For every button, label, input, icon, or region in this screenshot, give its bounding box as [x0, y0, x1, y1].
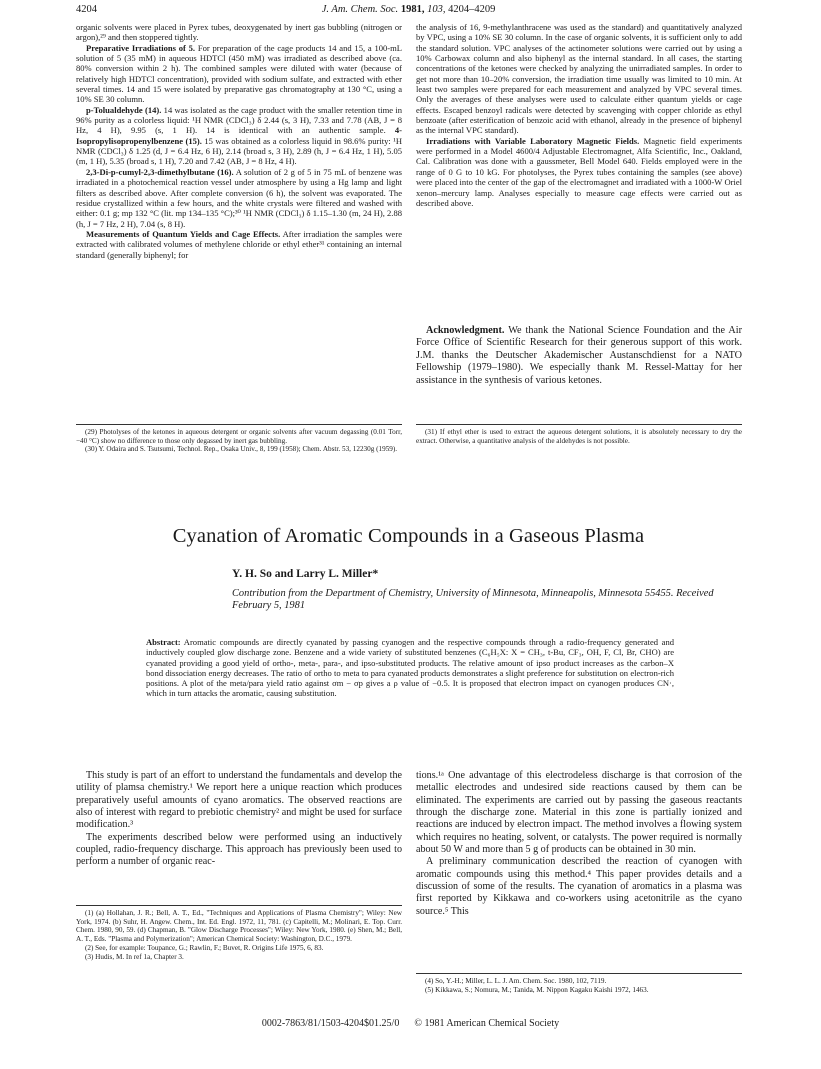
footnote: (29) Photolyses of the ketones in aqueous detergent or organic solvents after vacuum degassing (0.01 Torr, −40 °C) show no difference to those only degassed by inert gas bubbling. — [76, 428, 402, 445]
journal-citation — [76, 4, 741, 15]
abstract-text: Aromatic compounds are directly cyanated by passing cyanogen and the respective compounds through a radio-frequency generated and inductively coupled glow discharge zone. Benzene and a wide variety of substituted benzenes (C₆H₅X: X = CH₃, t-Bu, CF₃, OH, F, Cl, Br, CHO) are cyanated providing a good yield of ortho-, meta-, para-, and ipso-substituted products. The relative amount of ipso product increases as the carbon–X bond dissociation energy decreases. The ratio of ortho to meta to para cyanated products demonstrates a slight preference for substitution on electron-rich positions. A plot of the meta/para yield ratio against σm − σp gives a ρ value of −0.5. It is proposed that electron impact on cyanogen produces CN·, which in turn attacks the aromatic, causing substitution. — [146, 637, 675, 699]
prev-left-paragraph: organic solvents were placed in Pyrex tubes, deoxygenated by inert gas bubbling (nitrogen or argon),²⁹ and then stoppered tightly. — [76, 22, 402, 43]
journal-pages: 4204–4209 — [448, 4, 496, 15]
footnote: (2) See, for example: Toupance, G.; Rawlin, F.; Buvet, R. Origins Life 1975, 6, 83. — [85, 943, 324, 952]
footnote: (31) If ethyl ether is used to extract the aqueous detergent solutions, it is absolutely necessary to dry the extract. Otherwise, a quantitative analysis of the aldehydes is not possible. — [416, 428, 742, 445]
prev-right-paragraph: Irradiations with Variable Laboratory Magnetic Fields. Magnetic field experiments were performed in a Model 4600/4 Adjustable Electromagnet, Alfa Scientific, Inc., Oakland, Cal. Calibration was done with a gaussmeter, Bell Model 640. Fields employed were in the range of 0 G to 10 kG. For photolyses, the Pyrex tubes containing the samples (see above) were placed into the center of the gap of the electromagnet and irradiated with a 1000-W Oriel xenon–mercury lamp. Analyses especially to measure cage effects were carried out as described above. — [416, 135, 743, 208]
footnote-rule — [76, 424, 402, 425]
acknowledgment-heading: Acknowledgment. — [426, 325, 505, 336]
footnote-rule — [416, 973, 742, 974]
body-paragraph: This study is part of an effort to understand the fundamentals and develop the utility of plamsa chemistry.¹ We report here a unique reaction which produces preparatively useful amounts of cyano aromatics. The observed reactions are also of interest with regard to prebiotic chemistry² and might be used for surface modification.³ — [76, 770, 402, 831]
journal-year: 1981, — [400, 4, 425, 15]
article-footnotes-right — [416, 977, 742, 994]
page-number: 4204 — [76, 4, 97, 15]
footnote-rule — [416, 424, 742, 425]
prev-left-paragraph: Preparative Irradiations of 5. For preparation of the cage products 14 and 15, a 100-mL solution of 5 (35 mM) in aqueous HDTCl (450 mM) was irradiated as described above (ca. 80% conversion within 2 h). The combined samples were diluted with water (because of relatively high HDTCl concentration), provided with sodium sulfate, and extracted with ether several times. 14 and 15 were isolated by preparative gas chromatography at 130 °C, using a 10% SE 30 column. — [76, 42, 402, 105]
prev-article-left-column — [76, 22, 402, 260]
article-right-column — [416, 770, 742, 918]
prev-footnotes-right — [416, 428, 742, 445]
body-paragraph: A preliminary communication described the reaction of cyanogen with aromatic compounds using this method.⁴ This paper provides details and a discussion of some of the results. The cyanation of aromatics in a plasma was first reported by Kikkawa and co-workers using acetonitrile as the cyano source.⁵ This — [416, 856, 742, 917]
prev-right-paragraph: the analysis of 16, 9-methylanthracene was used as the standard) and quantitatively analyzed by VPC, using a 10% SE 30 column. In the case of organic solvents, it is sufficient only to add the standard solution. VPC analyses of the actinometer solutions were carried out by using a 10% Carbowax column and also biphenyl as the internal standard. In all cases, the starting concentrations of the ketones were checked by analyzing the unirradiated samples. In order to get not more than 10–20% conversion, the irradiation time usually was limited to 10 min. At least two samples were prepared for each measurement and analyzed by VPC several times. Only the averages of these analyses were used to calculate either quantum yields or cage effects. Escaped benzoyl radicals were detected by scavenging with copper chloride as ethyl benzoate (after esterification of benzoic acid with ethanol, already in the presence of biphenyl as the internal VPC standard). — [416, 22, 742, 136]
article-authors: Y. H. So and Larry L. Miller* — [232, 568, 379, 580]
footnote: (30) Y. Odaira and S. Tsutsumi, Technol. Rep., Osaka Univ., 8, 199 (1958); Chem. Abstr. 53, 12230g (1959). — [85, 445, 398, 454]
article-code: 0002-7863/81/1503-4204$01.25/0 — [261, 1018, 400, 1029]
prev-left-paragraph: 2,3-Di-p-cumyl-2,3-dimethylbutane (16). A solution of 2 g of 5 in 75 mL of benzene was irradiated in a photochemical reaction vessel under atmosphere by using a Hg lamp and light filters as described above. After complete conversion (6 h), the solvent was evaporated. The residue crystallized within a few hours, and the white crystals were filtered and washed with either: 0.1 g; mp 132 °C (lit. mp 134–135 °C);³⁰ ¹H NMR (CDCl₃) δ 1.15–1.30 (m, 24 H), 2.88 (h, J = 7 Hz, 2 H), 7.04 (s, 8 H). — [76, 166, 403, 229]
page-footer — [0, 1018, 821, 1029]
article-left-column — [76, 770, 402, 869]
footnote-rule — [76, 905, 402, 906]
article-footnotes-left — [76, 909, 402, 961]
prev-footnotes-left — [76, 428, 402, 454]
abstract — [146, 637, 674, 699]
journal-name: J. Am. Chem. Soc. — [321, 4, 399, 15]
article-title: Cyanation of Aromatic Compounds in a Gaseous Plasma — [172, 525, 645, 547]
footnote: (5) Kikkawa, S.; Nomura, M.; Tanida, M. Nippon Kagaku Kaishi 1972, 1463. — [425, 985, 649, 994]
body-paragraph: The experiments described below were performed using an inductively coupled, radio-frequency discharge. This approach has previously been used to perform a number of organic reac- — [76, 831, 402, 868]
footnote: (4) So, Y.-H.; Miller, L. L. J. Am. Chem. Soc. 1980, 102, 7119. — [425, 977, 607, 985]
prev-left-paragraph: p-Tolualdehyde (14). 14 was isolated as the cage product with the smaller retention time in 96% purity as a colorless liquid: ¹H NMR (CDCl₃) δ 2.44 (s, 3 H), 7.33 and 7.78 (AB, J = 8 Hz, 4 H), 9.95 (s, 1 H). 14 is identical with an authentic sample. 4-Isopropylisopropenylbenzene (15). 15 was obtained as a colorless liquid in 98.6% purity: ¹H NMR (CDCl₃) δ 1.25 (d, J = 6.4 Hz, 6 H), 2.14 (broad s, 3 H), 2.89 (h, J = 6.4 Hz, 1 H), 5.05 (m, 1 H), 5.35 (broad s, 1 H), 7.20 and 7.42 (AB, J = 8 Hz, 4 H). — [76, 104, 403, 167]
prev-article-right-column — [416, 22, 742, 208]
footnote: (3) Hudis, M. In ref 1a, Chapter 3. — [85, 952, 184, 961]
abstract-label: Abstract: — [146, 637, 181, 647]
running-header — [76, 4, 741, 20]
body-paragraph: tions.¹ᵃ One advantage of this electrodeless discharge is that corrosion of the metallic electrodes and undesired side reactions caused by them can be eliminated. The experiments are carried out by passing the gaseous reactants through the discharge zone. Material in this zone is partially ionized and reactions are induced by electron impact. The method involves a flowing system which requires no heating, solvent, or catalysts. The power required is normally about 50 W and more than 5 g of products can be obtained in 30 min. — [416, 770, 742, 856]
journal-volume: 103, — [427, 4, 446, 15]
copyright: © 1981 American Chemical Society — [414, 1018, 560, 1029]
acknowledgment-text: We thank the National Science Foundation and the Air Force Office of Scientific Research for their generous support of this work. J.M. thanks the Deutscher Akademischer Austanschdienst for a NATO Fellowship (1979–1980). We especially thank M. Ressel-Mattay for her assistance in the synthesis of various ketones. — [416, 325, 742, 386]
acknowledgment — [416, 325, 742, 387]
footnote: (1) (a) Hollahan, J. R.; Bell, A. T., Ed., "Techniques and Applications of Plasma Chemistry"; Wiley: New York, 1974. (b) Suhr, H. Angew. Chem., Int. Ed. Engl. 1972, 11, 781. (c) Capitelli, M.; Molinari, E. Top. Curr. Chem. 1980, 90, 59. (d) Chapman, B. "Glow Discharge Processes"; Wiley: New York, 1980. (e) Shen, M.; Bell, A. T., Eds. "Plasma and Polymerization"; American Chemical Society: Washington, D.C., 1979. — [76, 909, 402, 944]
prev-left-paragraph: Measurements of Quantum Yields and Cage Effects. After irradiation the samples were extracted with calibrated volumes of methylene chloride or ethyl ether³¹ containing an internal standard (generally biphenyl; for — [76, 228, 402, 260]
article-contribution: Contribution from the Department of Chemistry, University of Minnesota, Minneapolis, Minnesota 55455. Received February 5, 1981 — [232, 588, 714, 612]
